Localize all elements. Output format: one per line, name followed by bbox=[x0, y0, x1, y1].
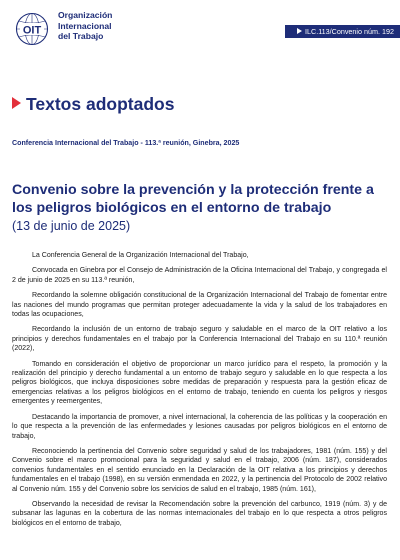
triangle-marker-icon bbox=[12, 97, 21, 109]
convention-title: Convenio sobre la prevención y la protección frente a los peligros biológicos en el entorno de trabajo bbox=[12, 182, 374, 216]
paragraph: Convocada en Ginebra por el Consejo de Administración de la Oficina Internacional del Trabajo, y congregada el 2 de junio de 2025 en su 113.ª reunión, bbox=[12, 267, 387, 284]
paragraph: Tomando en consideración el objetivo de proporcionar un marco jurídico para el respeto, la promoción y la realización del principio y derecho fundamental a un entorno de trabajo seguro y saludable en lo que respecta a los peligros biológicos, que incluya disposiciones sobre medidas de preparación y respuesta para la gestión eficaz de emergencias relativas a los peligros biológicos en el entorno de trabajo, teniendo en cuenta los peligros y riesgos emergentes y reemergentes, bbox=[12, 360, 387, 406]
logo-text: OIT bbox=[22, 24, 42, 37]
document-reference: ILC.113/Convenio núm. 192 bbox=[305, 27, 394, 36]
conference-line: Conferencia Internacional del Trabajo - 113.ª reunión, Ginebra, 2025 bbox=[12, 139, 240, 147]
paragraph: Recordando la inclusión de un entorno de trabajo seguro y saludable en el marco de la OIT relativo a los principios y derechos fundamentales en el trabajo por la Conferencia Internacional del Trabajo en su 110.ª reunión (2022), bbox=[12, 326, 387, 353]
org-name-line: del Trabajo bbox=[58, 31, 104, 42]
paragraph: Reconociendo la pertinencia del Convenio sobre seguridad y salud de los trabajadores, 1981 (núm. 155) y del Convenio sobre el marco promocional para la seguridad y salud en el trabajo, 2006 (núm. 187), considerados convenios fundamentales en el sentido enunciado en la Declaración de la OIT relativa a los principios y derechos fundamentales en el trabajo (1998), en su versión enmendada en 2022, y la pertinencia del Protocolo de 2002 relativo al Convenio núm. 155 y del Convenio sobre los servicios de salud en el trabajo, 1985 (núm. 161), bbox=[12, 447, 387, 493]
convention-date: (13 de junio de 2025) bbox=[12, 219, 131, 233]
organization-name bbox=[58, 10, 112, 42]
paragraph: Destacando la importancia de promover, a nivel internacional, la coherencia de las políticas y la cooperación en lo que respecta a la prevención de las enfermedades y lesiones causadas por peligros biológicos en el entorno de trabajo, bbox=[12, 413, 387, 440]
org-name-line: Internacional bbox=[58, 20, 112, 31]
section-title bbox=[12, 94, 174, 115]
paragraph: Recordando la solemne obligación constitucional de la Organización Internacional del Trabajo de fomentar entre las naciones del mundo programas que permitan proteger adecuadamente la vida y la salud de los trabajadores en todas las ocupaciones, bbox=[12, 292, 387, 319]
section-title-text: Textos adoptados bbox=[26, 94, 175, 114]
document-body bbox=[12, 251, 387, 534]
paragraph: Observando la necesidad de revisar la Recomendación sobre la prevención del carbunco, 1919 (núm. 3) y de subsanar las lagunas en la cobertura de las normas internacionales del trabajo en lo que respecta a otros peligros biológicos en el entorno de trabajo, bbox=[12, 500, 387, 527]
paragraph: La Conferencia General de la Organización Internacional del Trabajo, bbox=[32, 252, 249, 259]
org-name-line: Organización bbox=[58, 10, 113, 20]
triangle-bullet-icon bbox=[297, 28, 302, 34]
document-header bbox=[0, 0, 400, 56]
ilo-logo-icon bbox=[12, 12, 52, 46]
document-reference-tag bbox=[285, 25, 400, 38]
